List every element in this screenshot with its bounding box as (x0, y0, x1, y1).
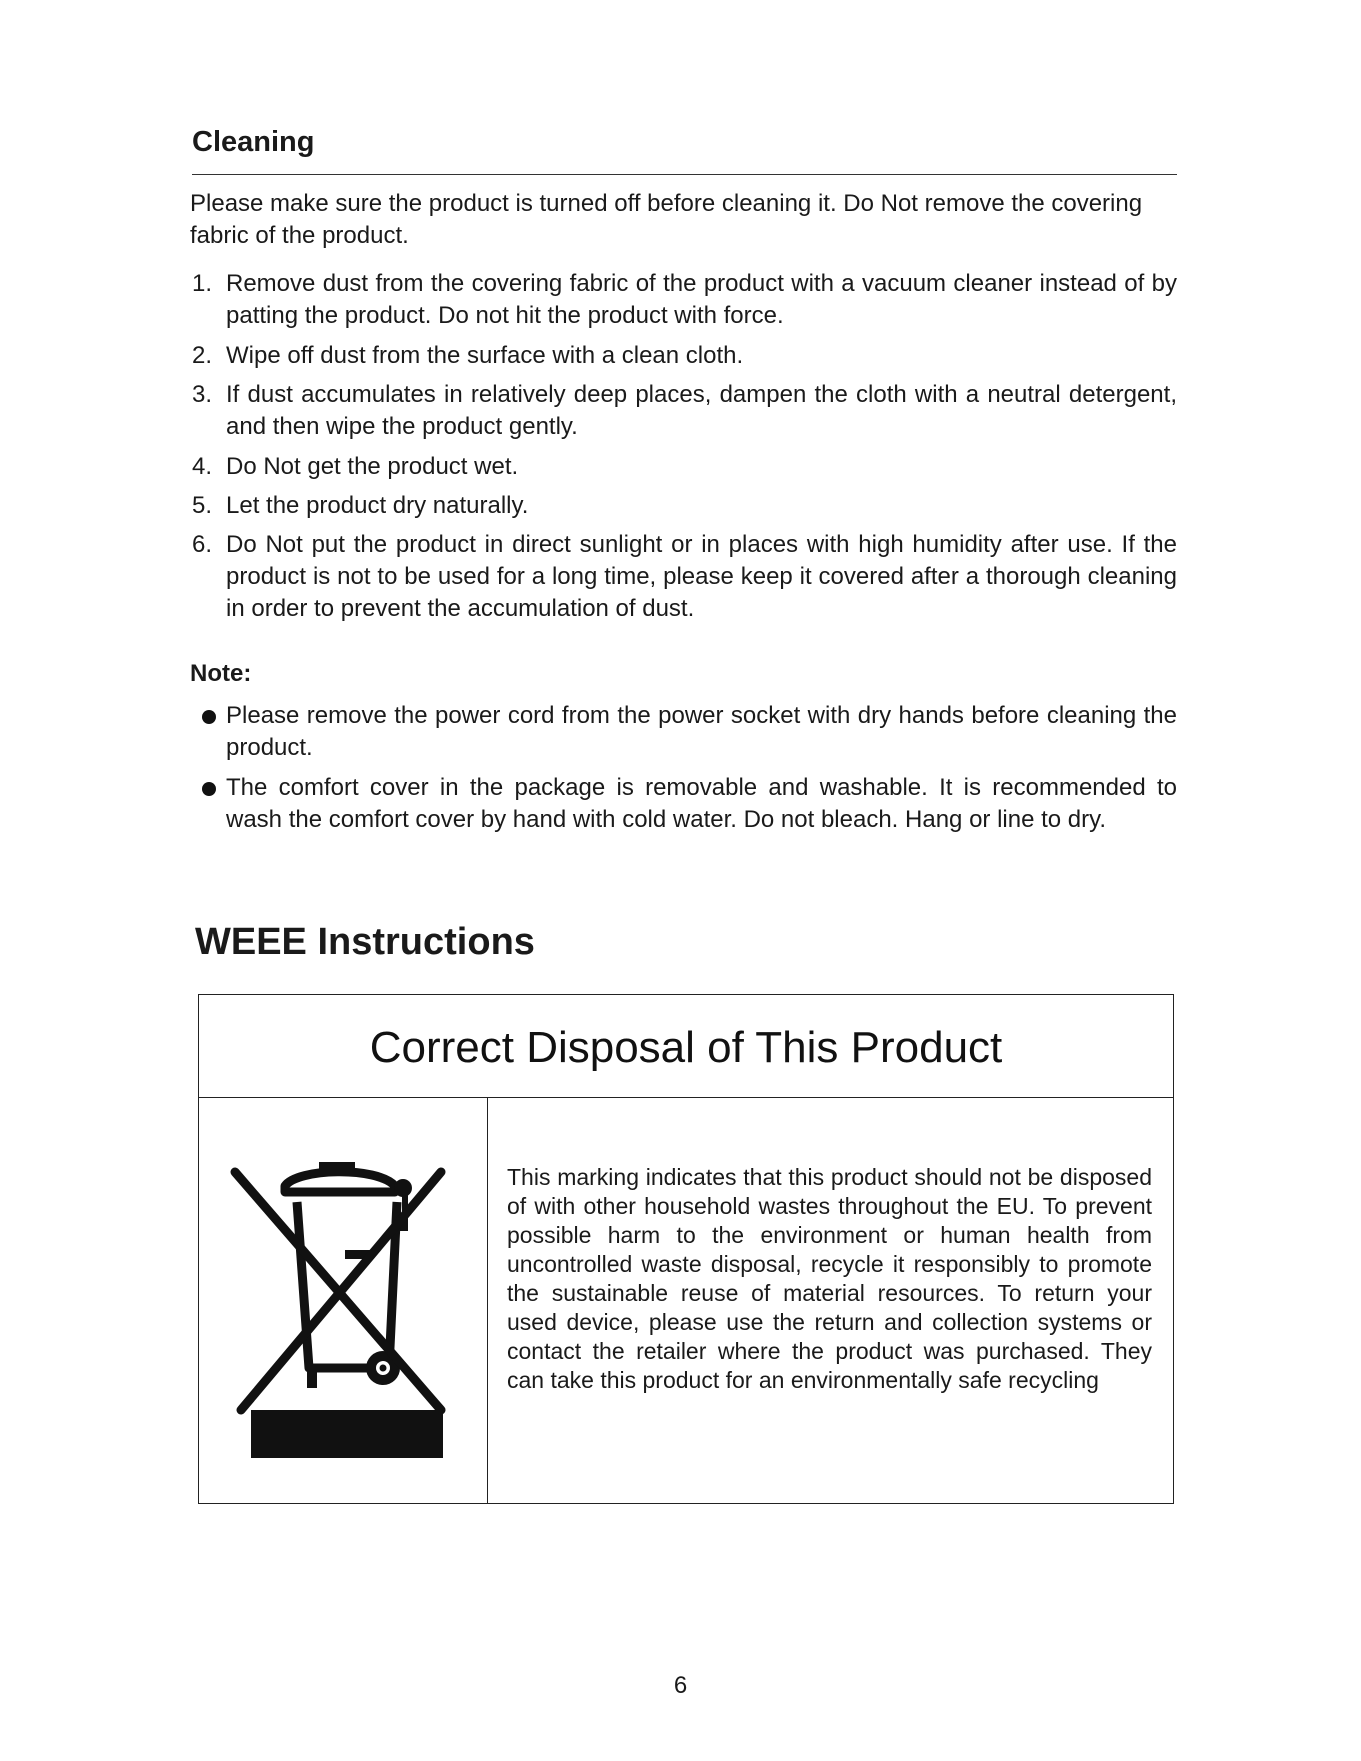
page-number: 6 (673, 1672, 688, 1699)
step-text: If dust accumulates in relatively deep places, dampen the cloth with a neutral detergent, and then wipe the product gently. (226, 381, 1177, 440)
cleaning-steps-list (192, 268, 1177, 633)
cleaning-step (192, 268, 1177, 332)
step-number: 3. (192, 381, 213, 408)
step-text: Let the product dry naturally. (226, 492, 529, 519)
disposal-text: This marking indicates that this product should not be disposed of with other household wastes throughout the EU. To prevent possible harm to the environment or human health from uncontrolled waste disposal, recycle it responsibly to promote the sustainable reuse of material resources. To return your used device, please use the return and collection systems or contact the retailer where the product was purchased. They can take this product for an environmentally safe recycling (507, 1164, 1152, 1393)
step-number: 2. (192, 342, 213, 369)
note-list (198, 700, 1177, 844)
bullet-icon (202, 710, 216, 724)
disposal-box-header (199, 995, 1173, 1098)
step-number: 1. (192, 270, 213, 297)
heading-divider (192, 174, 1177, 175)
step-number: 4. (192, 453, 213, 480)
step-number: 6. (192, 531, 213, 558)
note-item (198, 700, 1177, 764)
black-bar (251, 1410, 443, 1458)
step-number: 5. (192, 492, 213, 519)
cleaning-heading: Cleaning (192, 126, 315, 158)
bullet-icon (202, 782, 216, 796)
crossed-out-wheelie-bin-icon (227, 1136, 447, 1441)
step-text: Remove dust from the covering fabric of the product with a vacuum cleaner instead of by patting the product. Do not hit the product with force. (226, 270, 1177, 329)
disposal-box-title: Correct Disposal of This Product (369, 1023, 1003, 1072)
cleaning-step (192, 529, 1177, 625)
cleaning-intro: Please make sure the product is turned off before cleaning it. Do Not remove the covering fabric of the product. (190, 190, 1143, 249)
weee-heading: WEEE Instructions (195, 921, 535, 963)
step-text: Do Not get the product wet. (226, 453, 519, 480)
step-text: Do Not put the product in direct sunlight or in places with high humidity after use. If the product is not to be used for a long time, please keep it covered after a thorough cleaning in order to prevent the accumulation of dust. (226, 531, 1177, 622)
disposal-box-divider (487, 1098, 488, 1503)
cleaning-step (192, 490, 1177, 522)
note-heading: Note: (190, 660, 252, 687)
cleaning-step (192, 451, 1177, 483)
note-text: Please remove the power cord from the power socket with dry hands before cleaning the product. (226, 702, 1177, 761)
cleaning-step (192, 340, 1177, 372)
note-text: The comfort cover in the package is removable and washable. It is recommended to wash the comfort cover by hand with cold water. Do not bleach. Hang or line to dry. (226, 774, 1177, 833)
note-item (198, 772, 1177, 836)
disposal-box (198, 994, 1174, 1504)
cleaning-step (192, 379, 1177, 443)
step-text: Wipe off dust from the surface with a clean cloth. (226, 342, 744, 369)
